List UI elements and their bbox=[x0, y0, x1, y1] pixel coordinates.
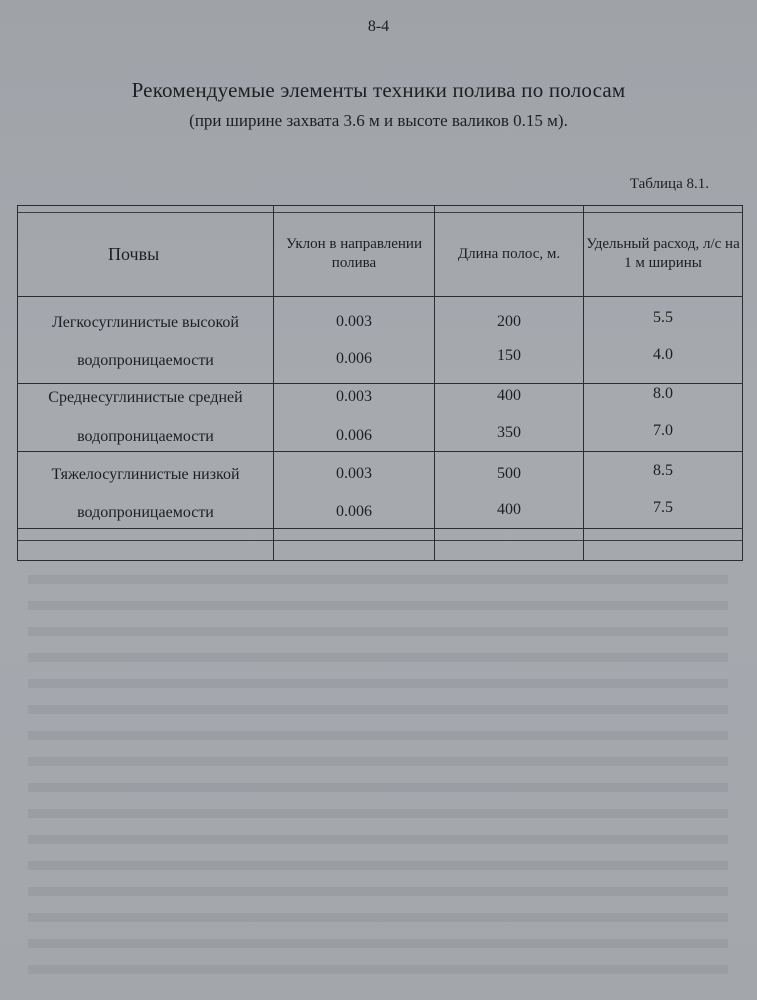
header-length: Длина полос, м. bbox=[457, 245, 561, 262]
page-subtitle: (при ширине захвата 3.6 м и высоте валиков 0.15 м). bbox=[189, 111, 568, 130]
slope-cell: 0.006 bbox=[336, 350, 372, 367]
length-cell: 400 bbox=[497, 387, 521, 404]
slope-cell: 0.006 bbox=[336, 503, 372, 520]
slope-cell: 0.003 bbox=[336, 388, 372, 405]
flow-cell: 8.0 bbox=[653, 385, 673, 402]
flow-cell: 5.5 bbox=[653, 309, 673, 326]
flow-cell: 4.0 bbox=[653, 346, 673, 363]
flow-cell: 7.5 bbox=[653, 499, 673, 516]
length-cell: 150 bbox=[497, 347, 521, 364]
soil-group-2-line-1: Среднесуглинистые средней bbox=[48, 389, 243, 406]
irrigation-table bbox=[17, 205, 743, 561]
soil-group-1-line-1: Легкосуглинистые высокой bbox=[52, 314, 239, 331]
slope-cell: 0.003 bbox=[336, 465, 372, 482]
table-label: Таблица 8.1. bbox=[629, 176, 709, 192]
flow-cell: 8.5 bbox=[653, 462, 673, 479]
page-number: 8-4 bbox=[367, 18, 390, 35]
header-divider bbox=[18, 296, 742, 297]
table-bottom-rule bbox=[18, 540, 742, 541]
slope-cell: 0.006 bbox=[336, 427, 372, 444]
length-cell: 500 bbox=[497, 465, 521, 482]
soil-group-1-line-2: водопроницаемости bbox=[77, 352, 214, 369]
soil-group-3-line-1: Тяжелосуглинистые низкой bbox=[51, 466, 240, 483]
group-divider-3 bbox=[18, 528, 742, 529]
flow-cell: 7.0 bbox=[653, 422, 673, 439]
length-cell: 200 bbox=[497, 313, 521, 330]
group-divider-1 bbox=[18, 383, 742, 384]
slope-cell: 0.003 bbox=[336, 313, 372, 330]
bleed-through-texture bbox=[28, 575, 728, 975]
page-title: Рекомендуемые элементы техники полива по полосам bbox=[131, 78, 626, 102]
soil-group-2-line-2: водопроницаемости bbox=[77, 428, 214, 445]
soil-group-3-line-2: водопроницаемости bbox=[77, 504, 214, 521]
header-slope: Уклон в направлении полива bbox=[286, 236, 422, 271]
header-flow: Удельный расход, л/с на 1 м ширины bbox=[586, 236, 740, 271]
group-divider-2 bbox=[18, 451, 742, 452]
header-soil: Почвы bbox=[108, 243, 160, 264]
length-cell: 350 bbox=[497, 424, 521, 441]
length-cell: 400 bbox=[497, 501, 521, 518]
